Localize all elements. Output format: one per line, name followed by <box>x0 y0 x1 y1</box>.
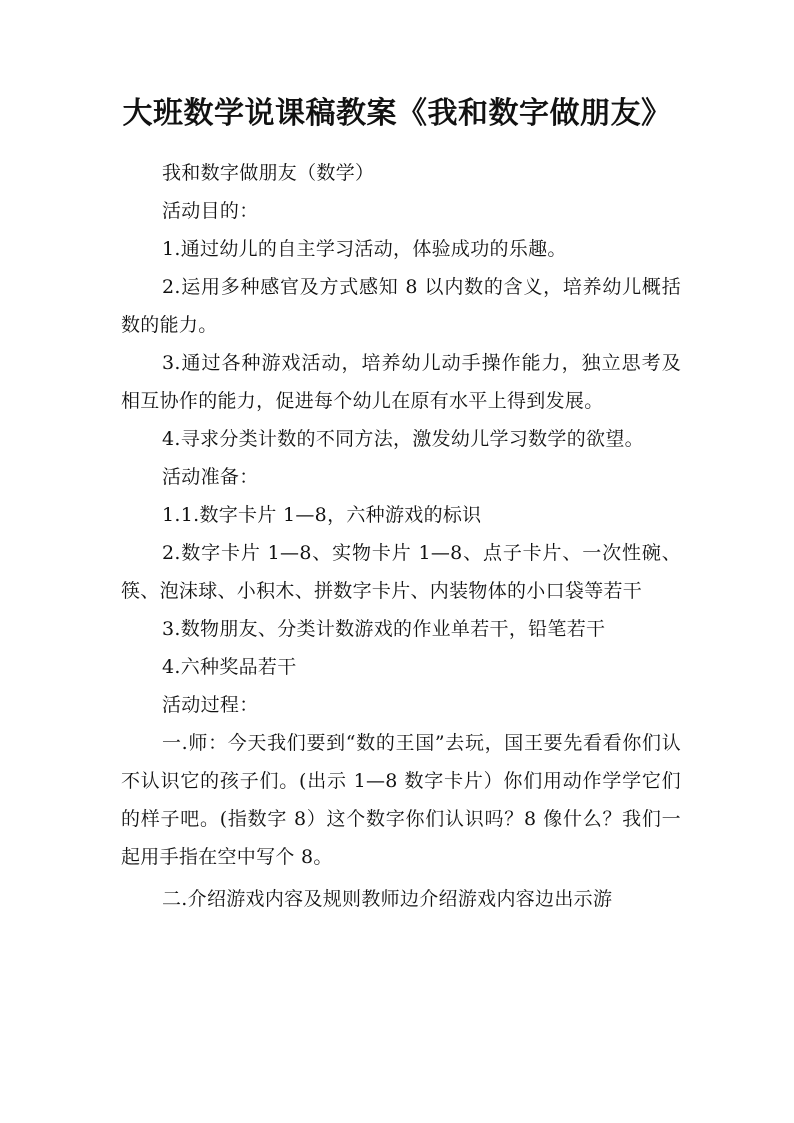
paragraph-objectives-heading: 活动目的： <box>162 200 259 222</box>
paragraph-objective-1: 1.通过幼儿的自主学习活动，体验成功的乐趣。 <box>162 238 567 260</box>
paragraph-preparation-3: 3.数物朋友、分类计数游戏的作业单若干，铅笔若干 <box>162 618 606 640</box>
paragraph-preparation-heading: 活动准备： <box>162 466 259 488</box>
paragraph-process-step-1: 一.师：今天我们要到“数的王国”去玩，国王要先看看你们认不认识它的孩子们。(出示 1—8 数字卡片）你们用动作学学它们的样子吧。(指数字 8）这个数字你们认识吗？8 像什么？我们一起用手指在空中写个 8。 <box>121 732 681 868</box>
paragraph-preparation-1: 1.1.数字卡片 1—8，六种游戏的标识 <box>162 504 482 526</box>
document-body <box>121 154 681 918</box>
paragraph-preparation-4: 4.六种奖品若干 <box>162 656 297 678</box>
paragraph-objective-3: 3.通过各种游戏活动，培养幼儿动手操作能力，独立思考及相互协作的能力，促进每个幼儿在原有水平上得到发展。 <box>121 352 681 412</box>
paragraph-objective-2: 2.运用多种感官及方式感知 8 以内数的含义，培养幼儿概括数的能力。 <box>121 276 681 336</box>
paragraph-process-heading: 活动过程： <box>162 694 259 716</box>
paragraph-preparation-2: 2.数字卡片 1—8、实物卡片 1—8、点子卡片、一次性碗、筷、泡沫球、小积木、拼数字卡片、内装物体的小口袋等若干 <box>121 542 681 602</box>
paragraph-process-step-2: 二.介绍游戏内容及规则教师边介绍游戏内容边出示游 <box>162 888 613 910</box>
document-title: 大班数学说课稿教案《我和数字做朋友》 <box>122 96 672 131</box>
paragraph-subtitle: 我和数字做朋友（数学） <box>162 162 375 184</box>
paragraph-objective-4: 4.寻求分类计数的不同方法，激发幼儿学习数学的欲望。 <box>162 428 644 450</box>
